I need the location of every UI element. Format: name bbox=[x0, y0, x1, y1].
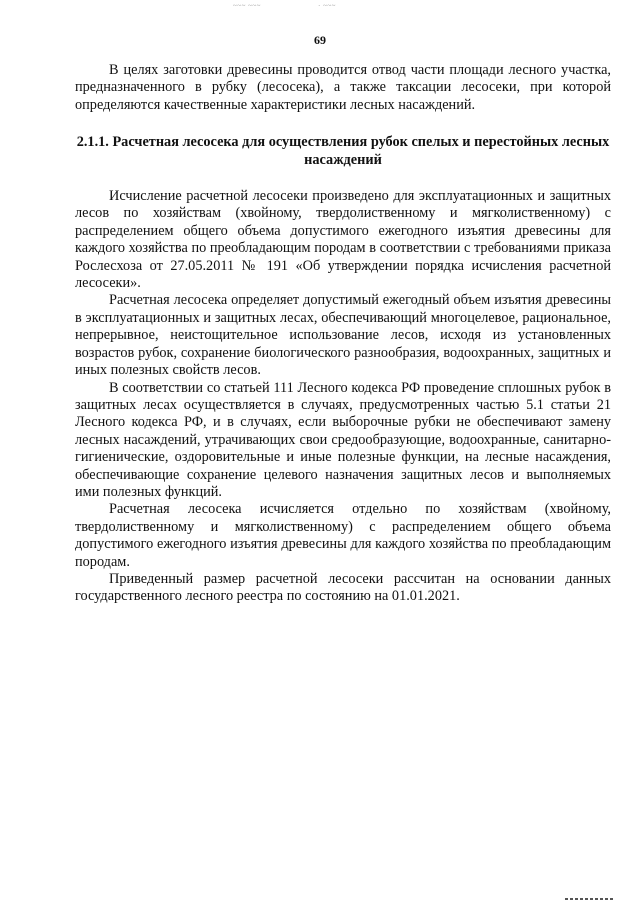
scan-stamp-right: · ~~~ bbox=[318, 2, 336, 10]
page-number: 69 bbox=[314, 33, 326, 47]
body-paragraph: Исчисление расчетной лесосеки произведено для эксплуатационных и защитных лесов по хозяйствам (хвойному, твердолиственному и мягколиственному) с распределением общего объема допустимого ежегодного изъятия древесины для каждого хозяйства по преобладающим породам в соответствии с требованиями приказа Рослесхоза от 27.05.2011 № 191 «Об утверждении порядка исчисления расчетной лесосеки». bbox=[75, 188, 611, 292]
intro-paragraph: В целях заготовки древесины проводится отвод части площади лесного участка, предназначенного в рубку (лесосека), а также таксации лесосеки, при которой определяются качественные характеристики лесных насаждений. bbox=[75, 62, 611, 113]
section-heading: 2.1.1. Расчетная лесосека для осуществления рубок спелых и перестойных лесных насаждений bbox=[76, 134, 610, 168]
body-paragraph: В соответствии со статьей 111 Лесного кодекса РФ проведение сплошных рубок в защитных лесах осуществляется в случаях, предусмотренных частью 5.1 статьи 21 Лесного кодекса РФ, и в случаях, если выборочные рубки не обеспечивают замену лесных насаждений, утрачивающих свои средообразующие, водоохранные, санитарно-гигиенические, оздоровительные и иные полезные функции, на лесные насаждения, обеспечивающие сохранение целевого назначения защитных лесов и выполняемых ими полезных функций. bbox=[75, 379, 611, 500]
footer-mark bbox=[565, 898, 613, 900]
document-body bbox=[75, 62, 611, 606]
scan-stamp-left: ~~~ ~~~ bbox=[233, 2, 261, 10]
body-paragraph: Расчетная лесосека определяет допустимый ежегодный объем изъятия древесины в эксплуатационных и защитных лесах, обеспечивающий многоцелевое, рациональное, непрерывное, неистощительное использование лесов, исходя из установленных возрастов рубок, сохранение биологического разнообразия, водоохранных, защитных и иных полезных свойств лесов. bbox=[75, 292, 611, 379]
body-paragraph: Расчетная лесосека исчисляется отдельно по хозяйствам (хвойному, твердолиственному и мягколиственному) с распределением общего объема допустимого ежегодного изъятия древесины для каждого хозяйства по преобладающим породам. bbox=[75, 501, 611, 570]
body-paragraph: Приведенный размер расчетной лесосеки рассчитан на основании данных государственного лесного реестра по состоянию на 01.01.2021. bbox=[75, 570, 611, 605]
